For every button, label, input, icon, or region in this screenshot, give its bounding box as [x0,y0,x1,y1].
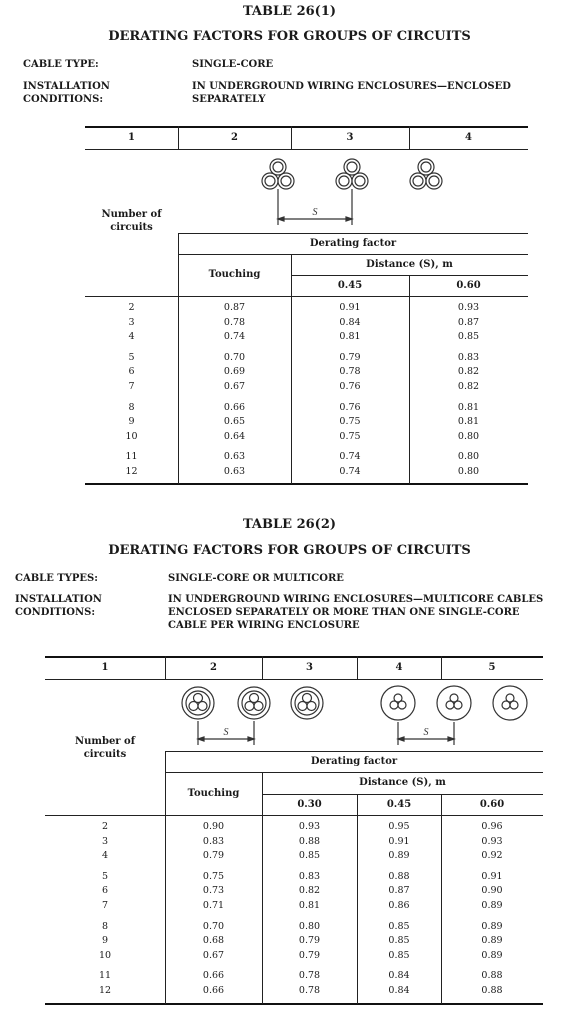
cell: 0.93 [298,821,321,832]
single-core-enclosure [437,686,471,720]
installation-value-line: SEPARATELY [192,94,266,105]
column-header: 4 [465,132,472,143]
cell: 0.85 [388,935,410,947]
cell: 0.82 [298,885,321,897]
distance-column [409,450,528,479]
row-group [45,920,543,964]
derating-factor-header: Derating factor [310,756,398,767]
distance-column [357,870,441,914]
circuits-column [85,401,178,445]
distance-column [441,820,543,864]
distance-column [409,351,528,395]
installation-label [15,593,102,619]
cell: 0.69 [223,366,246,378]
cell: 0.70 [223,351,246,363]
cell: 0.82 [457,366,480,378]
cell: 0.89 [481,935,503,947]
cell: 4 [128,331,135,343]
cell: 0.66 [202,984,225,996]
cell: 0.91 [481,870,503,882]
cell: 0.95 [388,821,410,832]
cell: 0.81 [457,401,480,413]
cell: 0.75 [339,416,361,428]
installation-label-line: CONDITIONS: [23,94,104,105]
row-group [85,401,528,445]
touching-column [178,450,291,479]
distance-column [291,301,409,345]
row-group [45,870,543,914]
table-number: TABLE 26(1) [242,4,337,19]
cell: 12 [125,465,138,477]
cell: 0.83 [298,870,321,882]
row-group [85,301,528,345]
cell: 0.93 [457,302,480,313]
cell: 0.84 [388,984,410,996]
installation-value-line: CABLE PER WIRING ENCLOSURE [168,620,360,631]
cell: 0.89 [388,850,410,862]
touching-column [178,351,291,395]
trefoil-cable-group [336,159,368,189]
cell: 9 [128,416,135,428]
distance-value-header: 0.45 [337,280,363,291]
cell: 0.74 [339,465,361,477]
column-header: 3 [346,132,354,143]
distance-column [409,401,528,445]
installation-value [192,80,511,106]
cell: 0.68 [202,935,225,947]
multicore-cable [182,687,214,719]
touching-header: Touching [208,269,261,280]
column-header: 2 [210,662,217,673]
installation-label-line: INSTALLATION [15,594,102,605]
cell: 5 [128,351,135,363]
cell: 0.83 [457,351,480,363]
cable-type-label: CABLE TYPE: [23,59,99,70]
cell: 0.75 [202,870,225,882]
cell: 10 [125,430,138,442]
circuits-column [45,870,165,914]
cable-type-value: SINGLE-CORE OR MULTICORE [168,573,344,584]
cell: 9 [101,935,109,947]
row-group [85,351,528,395]
cell: 2 [128,302,135,313]
cell: 0.79 [298,935,321,947]
cell: 0.78 [298,970,321,982]
row-label-line: circuits [83,749,127,760]
distance-value-header: 0.60 [456,280,481,291]
touching-column [165,920,262,964]
cell: 0.88 [298,835,321,847]
cell: 0.88 [481,984,503,996]
cell: 0.89 [481,920,503,932]
distance-column [291,401,409,445]
row-group [85,450,528,479]
distance-column [357,820,441,864]
cell: 0.76 [339,380,361,392]
table-title: DERATING FACTORS FOR GROUPS OF CIRCUITS [108,543,471,558]
cell: 0.84 [339,316,361,328]
cell: 0.90 [202,821,225,832]
column-header: 1 [128,132,135,143]
distance-column [441,920,543,964]
cell: 10 [98,949,112,961]
touching-column [165,969,262,998]
cell: 0.79 [202,850,225,862]
cell: 0.86 [388,899,410,911]
cell: 3 [128,316,135,328]
cable-type-label: CABLE TYPES: [15,573,98,584]
cell: 7 [128,380,135,392]
table-body [45,820,543,999]
distance-column [262,969,357,998]
cell: 0.79 [339,351,361,363]
cell: 0.92 [481,850,503,862]
cell: 0.66 [202,970,225,982]
cell: 7 [101,899,109,911]
circuits-column [85,351,178,395]
cell: 0.87 [388,885,410,897]
column-header: 3 [306,662,313,673]
row-group [45,820,543,864]
distance-column [441,969,543,998]
cell: 0.91 [388,835,410,847]
row-label-line: circuits [110,222,153,233]
cell: 0.80 [457,465,480,477]
cell: 0.74 [223,331,246,343]
multicore-cable [291,687,323,719]
circuits-column [45,820,165,864]
spacing-label: S [223,727,229,738]
distance-column [357,920,441,964]
circuits-column [45,969,165,998]
distance-header: Distance (S), m [359,777,446,788]
row-group [45,969,543,998]
cell: 8 [128,401,135,413]
cable-arrangement-diagram [178,149,528,233]
derating-factor-header: Derating factor [309,238,397,249]
cell: 0.84 [388,970,410,982]
cell: 0.79 [298,949,321,961]
touching-header: Touching [187,788,240,799]
cell: 0.67 [223,380,246,392]
table-number: TABLE 26(2) [242,517,337,532]
cell: 0.91 [339,302,361,313]
cell: 0.65 [223,416,246,428]
cell: 11 [125,451,138,463]
cell: 0.89 [481,899,503,911]
cell: 0.78 [298,984,321,996]
cell: 0.67 [202,949,225,961]
cell: 0.88 [388,870,410,882]
circuits-column [85,450,178,479]
cell: 0.81 [339,331,361,343]
cell: 0.83 [202,835,225,847]
installation-label-line: CONDITIONS: [15,607,96,618]
touching-column [178,301,291,345]
cell: 0.76 [339,401,361,413]
trefoil-cable-group [410,159,442,189]
cell: 0.90 [481,885,503,897]
cell: 0.82 [457,380,480,392]
cell: 0.73 [202,885,225,897]
circuits-column [85,301,178,345]
spacing-label: S [312,207,318,218]
distance-value-header: 0.60 [479,799,505,810]
touching-column [178,401,291,445]
cell: 0.78 [223,316,246,328]
cable-arrangement-diagram [165,679,543,751]
cell: 0.85 [457,331,480,343]
cell: 0.80 [298,920,321,932]
distance-value-header: 0.45 [386,799,412,810]
distance-column [441,870,543,914]
cell: 0.80 [457,451,480,463]
cell: 5 [101,870,109,882]
distance-column [357,969,441,998]
installation-value-line: ENCLOSED SEPARATELY OR MORE THAN ONE SINGLE-CORE [168,607,520,618]
cell: 0.89 [481,949,503,961]
spacing-label: S [423,727,429,738]
row-label [45,735,165,761]
trefoil-cable-group [262,159,294,189]
installation-label [23,80,110,106]
cell: 11 [98,970,112,982]
single-core-enclosure [381,686,415,720]
cell: 0.71 [202,899,225,911]
cell: 0.75 [339,430,361,442]
cell: 0.80 [457,430,480,442]
cell: 6 [101,885,109,897]
distance-column [262,870,357,914]
single-core-enclosure [493,686,527,720]
circuits-column [45,920,165,964]
distance-column [291,450,409,479]
row-label [85,208,178,234]
distance-column [409,301,528,345]
column-header: 2 [231,132,238,143]
table-body [85,301,528,480]
cell: 4 [101,850,109,862]
column-header: 1 [101,662,109,673]
cell: 12 [98,984,112,996]
cell: 0.85 [298,850,321,862]
cell: 0.66 [223,401,246,413]
cell: 0.88 [481,970,503,982]
row-label-line: Number of [74,736,136,747]
cell: 0.64 [223,430,246,442]
distance-column [262,820,357,864]
touching-column [165,870,262,914]
cell: 0.96 [481,821,503,832]
cell: 0.81 [457,416,480,428]
installation-value [168,593,543,632]
cell: 0.63 [223,451,246,463]
installation-value-line: IN UNDERGROUND WIRING ENCLOSURES—ENCLOSED [192,81,511,92]
cell: 0.87 [223,302,246,313]
distance-column [291,351,409,395]
cell: 0.93 [481,835,503,847]
cell: 0.63 [223,465,246,477]
column-header: 4 [395,662,403,673]
cell: 0.70 [202,920,225,932]
cell: 0.78 [339,366,361,378]
cell: 2 [101,821,109,832]
cell: 0.87 [457,316,480,328]
cell: 3 [101,835,109,847]
row-label-line: Number of [101,209,162,220]
cable-type-value: SINGLE-CORE [192,59,274,70]
cell: 0.81 [298,899,321,911]
cell: 6 [128,366,135,378]
distance-value-header: 0.30 [297,799,322,810]
table-title: DERATING FACTORS FOR GROUPS OF CIRCUITS [108,29,471,44]
touching-column [165,820,262,864]
cell: 0.85 [388,949,410,961]
cell: 0.74 [339,451,361,463]
column-header: 5 [488,662,496,673]
distance-header: Distance (S), m [366,259,453,270]
distance-column [262,920,357,964]
multicore-cable [238,687,270,719]
installation-value-line: IN UNDERGROUND WIRING ENCLOSURES—MULTICORE CABLES [168,594,544,605]
cell: 0.85 [388,920,410,932]
installation-label-line: INSTALLATION [23,81,110,92]
cell: 8 [101,920,109,932]
